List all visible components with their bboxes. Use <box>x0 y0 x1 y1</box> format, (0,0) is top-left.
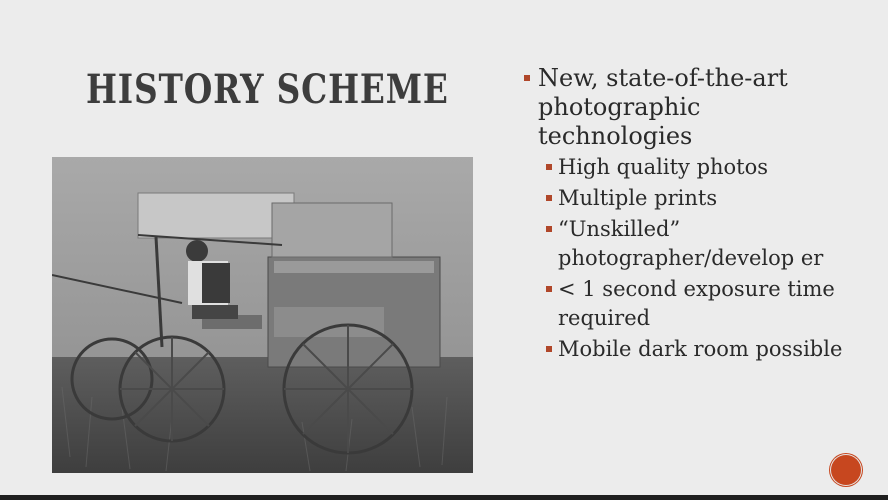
square-bullet-icon <box>546 286 552 292</box>
bottom-rule <box>0 495 888 500</box>
square-bullet-icon <box>546 226 552 232</box>
bullet-main <box>522 64 862 151</box>
historical-photo <box>52 157 473 473</box>
bullet-sub-text: High quality photos <box>558 155 769 179</box>
bullet-sub <box>522 275 862 333</box>
bullet-sub <box>522 184 862 213</box>
bullet-main-text: New, state-of-the-art photographic technologies <box>538 64 788 150</box>
square-bullet-icon <box>546 195 552 201</box>
slide-title: HISTORY SCHEME <box>86 66 449 113</box>
square-bullet-icon <box>546 346 552 352</box>
bullet-sub-text: < 1 second exposure time required <box>558 277 835 330</box>
bullet-sub <box>522 153 862 182</box>
slide-nav-button[interactable] <box>831 455 861 485</box>
bullet-sub <box>522 335 862 364</box>
bullet-sub-text: Multiple prints <box>558 186 718 210</box>
square-bullet-icon <box>546 164 552 170</box>
bullet-list <box>522 64 862 364</box>
wagon-photo-illustration <box>52 157 473 473</box>
bullet-sub <box>522 215 862 273</box>
square-bullet-icon <box>524 75 530 81</box>
bullet-sub-text: Mobile dark room possible <box>558 337 843 361</box>
bullet-sub-text: “Unskilled” photographer/develop er <box>558 217 824 270</box>
